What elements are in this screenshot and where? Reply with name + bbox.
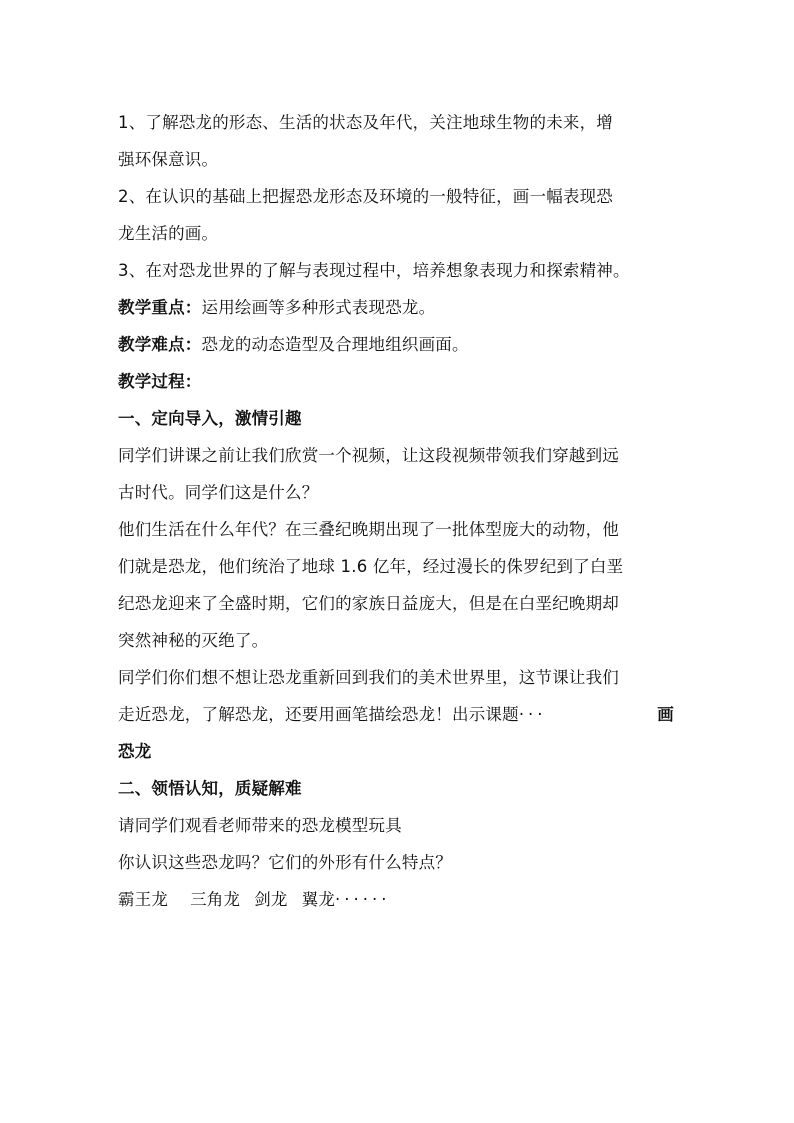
lesson-title-part-1: 画: [657, 705, 674, 724]
dinosaur-list: [118, 881, 678, 918]
section-1-paragraph-3-line-1: 同学们你们想不想让恐龙重新回到我们的美术世界里，这节课让我们: [118, 668, 619, 687]
dinosaur-tyrannosaurus: 霸王龙: [118, 890, 169, 909]
section-1-paragraph-2-line-1: 他们生活在什么年代？在三叠纪晚期出现了一批体型庞大的动物，他: [118, 520, 619, 539]
dinosaur-list-dots: ······: [335, 890, 391, 909]
section-1-paragraph-2-line-3: 纪恐龙迎来了全盛时期，它们的家族日益庞大，但是在白垩纪晚期却: [118, 594, 619, 613]
lesson-title-part-2: 恐龙: [118, 742, 152, 761]
section-1-paragraph-1-line-1: 同学们讲课之前让我们欣赏一个视频，让这段视频带领我们穿越到远: [118, 446, 619, 465]
difficulty-label: 教学难点：: [118, 335, 202, 354]
ellipsis-dots: ···: [518, 705, 547, 724]
objective-2-line-1: 2、在认识的基础上把握恐龙形态及环境的一般特征，画一幅表现恐: [118, 187, 613, 206]
section-1-paragraph-1-line-2: 古时代。同学们这是什么？: [118, 483, 319, 502]
lesson-intro-text: 走近恐龙，了解恐龙，还要用画笔描绘恐龙！出示课题: [118, 705, 519, 724]
section-1-paragraph-3-line-2-segment: [118, 696, 547, 733]
key-point-text: 运用绘画等多种形式表现恐龙。: [201, 298, 436, 317]
section-2-heading: 二、领悟认知，质疑解难: [118, 779, 302, 798]
dinosaur-stegosaurus: 剑龙: [254, 890, 288, 909]
objective-1-text: 1、了解恐龙的形态、生活的状态及年代，关注地球生物的未来，增: [118, 113, 613, 132]
section-2-paragraph-2: 你认识这些恐龙吗？它们的外形有什么特点？: [118, 853, 452, 872]
objective-2-line-2: 龙生活的画。: [118, 224, 219, 243]
dinosaur-triceratops: 三角龙: [190, 890, 241, 909]
key-point-label: 教学重点：: [118, 298, 202, 317]
key-point: [118, 289, 678, 326]
objective-3: 3、在对恐龙世界的了解与表现过程中，培养想象表现力和探索精神。: [118, 261, 630, 280]
difficulty-text: 恐龙的动态造型及合理地组织画面。: [201, 335, 469, 354]
dinosaur-pterosaur: 翼龙: [301, 890, 336, 909]
section-1-paragraph-2-line-4: 突然神秘的灭绝了。: [118, 631, 269, 650]
section-1-heading: 一、定向导入，激情引趣: [118, 409, 302, 428]
document-content: [118, 104, 678, 918]
section-1-paragraph-2-line-2: 们就是恐龙，他们统治了地球 1.6 亿年，经过漫长的侏罗纪到了白垩: [118, 557, 624, 576]
section-1-paragraph-3-line-2: [118, 696, 674, 733]
objective-1-line-1: [118, 104, 674, 141]
objective-1-line-2: 强环保意识。: [118, 150, 219, 169]
process-title: 教学过程：: [118, 372, 202, 391]
difficulty-point: [118, 326, 678, 363]
section-2-paragraph-1: 请同学们观看老师带来的恐龙模型玩具: [118, 816, 402, 835]
